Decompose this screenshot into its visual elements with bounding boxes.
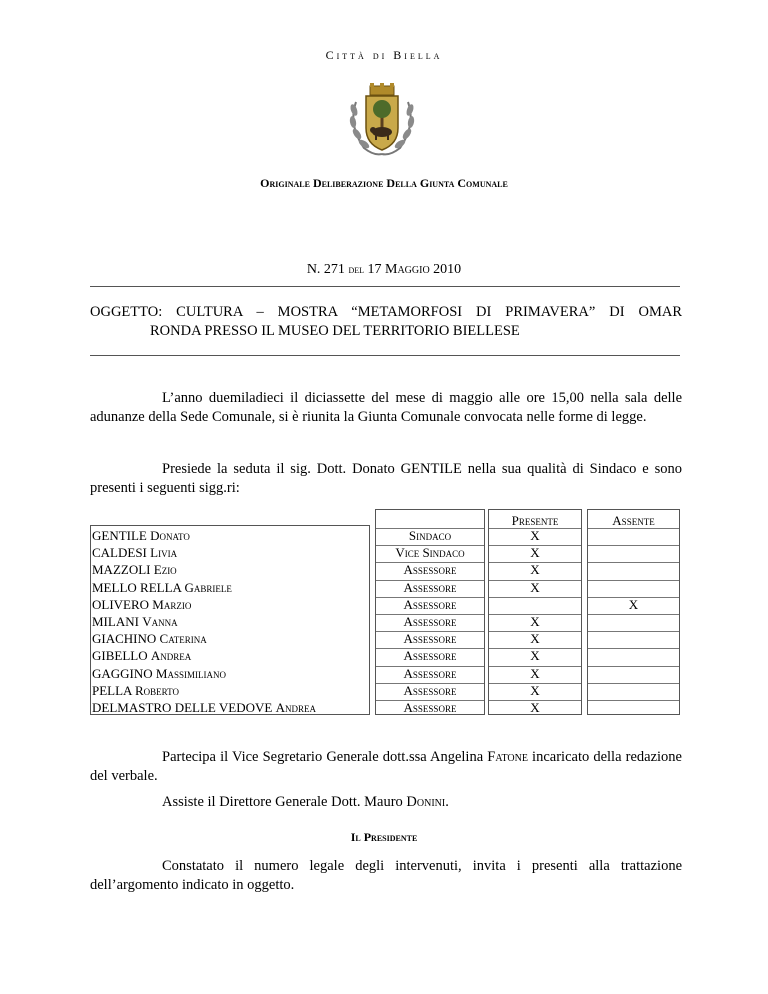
secretary-text-a: Partecipa il Vice Segretario Generale dott.ssa Angelina (162, 749, 488, 765)
number-day: 17 (367, 262, 382, 277)
member-role: Vice Sindaco (395, 545, 465, 561)
row-divider (588, 648, 679, 649)
present-mark: X (530, 665, 540, 681)
member-role: Sindaco (408, 528, 452, 543)
absent-mark: X (628, 596, 639, 612)
member-name (92, 579, 232, 596)
member-surname: GIACHINO (92, 631, 160, 647)
president-heading: Il Presidente (350, 830, 418, 844)
secretary-name: Fatone (487, 749, 528, 765)
member-name (92, 596, 191, 613)
divider-top (90, 286, 680, 287)
member-first-name: Caterina (159, 631, 207, 647)
secretary-paragraph (90, 748, 682, 786)
member-role: Assessore (403, 631, 457, 647)
number-del: del (348, 262, 364, 276)
member-role: Assessore (403, 579, 457, 595)
row-divider (588, 631, 679, 632)
member-role: Assessore (403, 648, 457, 664)
member-first-name: Andrea (275, 700, 316, 715)
row-divider (489, 597, 581, 598)
row-divider (588, 683, 679, 684)
member-first-name: Vanna (142, 614, 178, 629)
member-role: Assessore (403, 562, 457, 578)
director-text-b: . (445, 794, 449, 810)
director-name: Donini (406, 794, 446, 810)
row-divider (588, 528, 679, 529)
member-first-name: Livia (150, 545, 178, 561)
present-mark: X (530, 562, 540, 578)
member-surname: GAGGINO (92, 665, 156, 681)
row-divider (588, 614, 679, 615)
member-first-name: Roberto (134, 682, 179, 698)
subject-line-1: OGGETTO: CULTURA – MOSTRA “METAMORFOSI DI PRIMAVERA” DI OMAR (90, 304, 682, 320)
member-surname: MILANI (92, 614, 143, 629)
subject-line-2: RONDA PRESSO IL MUSEO DEL TERRITORIO BIELLESE (150, 323, 520, 339)
divider-bottom (90, 355, 680, 356)
present-mark: X (530, 648, 540, 664)
number-prefix: N. 271 (306, 262, 345, 277)
present-mark: X (530, 579, 540, 595)
member-surname: MAZZOLI (92, 562, 154, 578)
member-first-name: Marzio (152, 596, 192, 612)
member-name (92, 527, 190, 544)
member-role: Assessore (403, 682, 457, 698)
header-absent: Assente (612, 513, 655, 528)
member-role: Assessore (403, 614, 457, 629)
member-first-name: Gabriele (184, 579, 232, 595)
member-name (92, 665, 226, 682)
director-paragraph (90, 793, 682, 812)
row-divider (588, 666, 679, 667)
member-role: Assessore (403, 596, 457, 612)
attendance-table (90, 507, 680, 715)
member-first-name: Andrea (150, 648, 192, 664)
closing-paragraph: Constatato il numero legale degli intervenuti, invita i presenti alla trattazione dell’argomento indicato in oggetto. (90, 858, 682, 893)
member-role: Assessore (403, 700, 457, 715)
member-surname: DELMASTRO DELLE VEDOVE (92, 700, 276, 715)
secretary-text-b: incaricato della redazione del verbale. (90, 749, 682, 784)
member-surname: OLIVERO (92, 596, 153, 612)
present-mark: X (530, 528, 540, 543)
number-year: 2010 (433, 262, 462, 277)
city-name: Città di Biella (325, 48, 443, 62)
member-surname: MELLO RELLA (92, 579, 185, 595)
city-crest-icon (342, 80, 422, 160)
member-name (92, 647, 191, 664)
member-surname: GIBELLO (92, 648, 151, 664)
present-mark: X (530, 700, 540, 715)
member-first-name: Ezio (153, 562, 177, 578)
member-first-name: Massimiliano (155, 665, 226, 681)
row-divider (588, 562, 679, 563)
presides-paragraph: Presiede la seduta il sig. Dott. Donato GENTILE nella sua qualità di Sindaco e sono presenti i seguenti sigg.ri: (90, 461, 682, 496)
row-divider (588, 700, 679, 701)
deliberation-number (0, 262, 768, 278)
row-divider (588, 580, 679, 581)
present-mark: X (530, 545, 540, 561)
member-surname: PELLA (92, 682, 135, 698)
row-divider (588, 545, 679, 546)
member-name (92, 544, 177, 561)
document-heading: Originale Deliberazione Della Giunta Comunale (260, 176, 508, 190)
member-name (92, 630, 207, 647)
member-role: Assessore (403, 665, 457, 681)
member-first-name: Donato (150, 528, 190, 543)
member-name (92, 682, 179, 699)
member-name (92, 613, 178, 630)
member-name (92, 561, 177, 578)
member-surname: GENTILE (92, 528, 151, 543)
present-mark: X (530, 614, 540, 629)
member-surname: CALDESI (92, 545, 151, 561)
opening-paragraph: L’anno duemiladieci il diciassette del mese di maggio alle ore 15,00 nella sala delle adunanze della Sede Comunale, si è riunita la Giunta Comunale convocata nelle forme di legge. (90, 390, 682, 425)
number-month: Maggio (385, 262, 430, 277)
header-present: Presente (511, 513, 559, 528)
present-mark: X (530, 682, 540, 698)
member-name (92, 699, 316, 716)
director-text-a: Assiste il Direttore Generale Dott. Mauro (162, 794, 407, 810)
present-mark: X (530, 631, 540, 647)
